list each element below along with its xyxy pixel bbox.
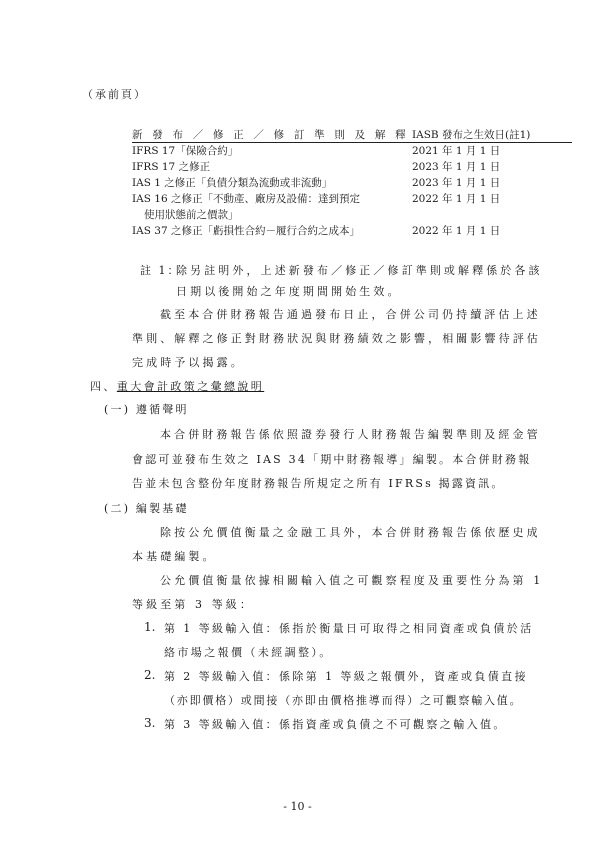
effective-date: 2023 年 1 月 1 日 — [412, 161, 501, 173]
sub2-line2: 本基礎編製。 — [132, 550, 217, 563]
standard-name: IAS 37 之修正「虧損性合約－履行合約之成本」 — [132, 225, 360, 237]
sub1-label: (一) 遵循聲明 — [104, 403, 189, 416]
level1-line1: 第 1 等級輸入值：係指於衡量日可取得之相同資產或負債於活 — [164, 622, 534, 635]
effective-date: 2021 年 1 月 1 日 — [412, 145, 501, 157]
sub2-line4: 等級至第 3 等級： — [132, 598, 254, 611]
note1-line1: 除另註明外，上述新發布／修正／修訂準則或解釋係於各該 — [176, 264, 543, 277]
section4-title: 重大會計政策之彙總說明 — [116, 380, 265, 393]
level2-number: 2. — [144, 668, 156, 682]
standard-name: IFRS 17「保險合約」 — [132, 145, 239, 157]
level1-number: 1. — [144, 620, 156, 634]
table-row — [132, 175, 572, 189]
table-row — [132, 159, 572, 173]
effective-date: 2022 年 1 月 1 日 — [412, 225, 501, 237]
effective-date: 2023 年 1 月 1 日 — [412, 177, 501, 189]
continued-label: （承前頁） — [82, 88, 147, 101]
level3-number: 3. — [144, 716, 156, 730]
standard-name: IAS 16 之修正「不動產、廠房及設備：達到預定 — [132, 193, 360, 205]
note1-label: 註 1： — [140, 264, 181, 277]
sub2-label: (二) 編製基礎 — [104, 502, 189, 515]
table-row — [132, 223, 572, 237]
sub1-line3: 告並未包含整份年度財務報告所規定之所有 IFRSs 揭露資訊。 — [132, 477, 505, 490]
level2-line1: 第 2 等級輸入值：係除第 1 等級之報價外，資產或負債直接 — [164, 670, 528, 683]
standard-name-continued: 使用狀態前之價款」 — [144, 209, 239, 221]
level1-line2: 絡市場之報價（未經調整）。 — [164, 646, 333, 659]
section4-prefix: 四、 — [90, 380, 117, 393]
section4-heading — [90, 378, 264, 394]
eval-para-line3: 完成時予以揭露。 — [132, 356, 245, 369]
note1-line2: 日期以後開始之年度期間開始生效。 — [176, 285, 402, 298]
header-standard-col: 新 發 布 ／ 修 正 ／ 修 訂 準 則 及 解 釋 — [132, 129, 409, 141]
sub2-line3: 公允價值衡量依據相關輸入值之可觀察程度及重要性分為第 1 — [160, 574, 544, 587]
header-effective-date-col: IASB 發布之生效日(註1) — [412, 129, 531, 141]
level2-line2: （亦即價格）或間接（亦即由價格推導而得）之可觀察輸入值。 — [164, 694, 523, 707]
table-row-continuation — [132, 207, 572, 221]
standard-name: IFRS 17 之修正 — [132, 161, 211, 173]
sub1-line2: 會認可並發布生效之 IAS 34「期中財務報導」編製。本合併財務報 — [132, 453, 532, 466]
page-number: - 10 - — [283, 800, 312, 813]
effective-date: 2022 年 1 月 1 日 — [412, 193, 501, 205]
eval-para-line1: 截至本合併財務報告通過發布日止，合併公司仍持續評估上述 — [160, 308, 541, 321]
standard-name: IAS 1 之修正「負債分類為流動或非流動」 — [132, 177, 333, 189]
standards-table-header — [132, 126, 572, 143]
table-row — [132, 143, 572, 157]
sub1-line1: 本合併財務報告係依照證券發行人財務報告編製準則及經金管 — [160, 428, 541, 441]
level3-line1: 第 3 等級輸入值：係指資產或負債之不可觀察之輸入值。 — [164, 718, 507, 731]
sub2-line1: 除按公允價值衡量之金融工具外，本合併財務報告係依歷史成 — [160, 526, 541, 539]
eval-para-line2: 準則、解釋之修正對財務狀況與財務績效之影響，相關影響待評估 — [132, 332, 541, 345]
table-row — [132, 191, 572, 205]
